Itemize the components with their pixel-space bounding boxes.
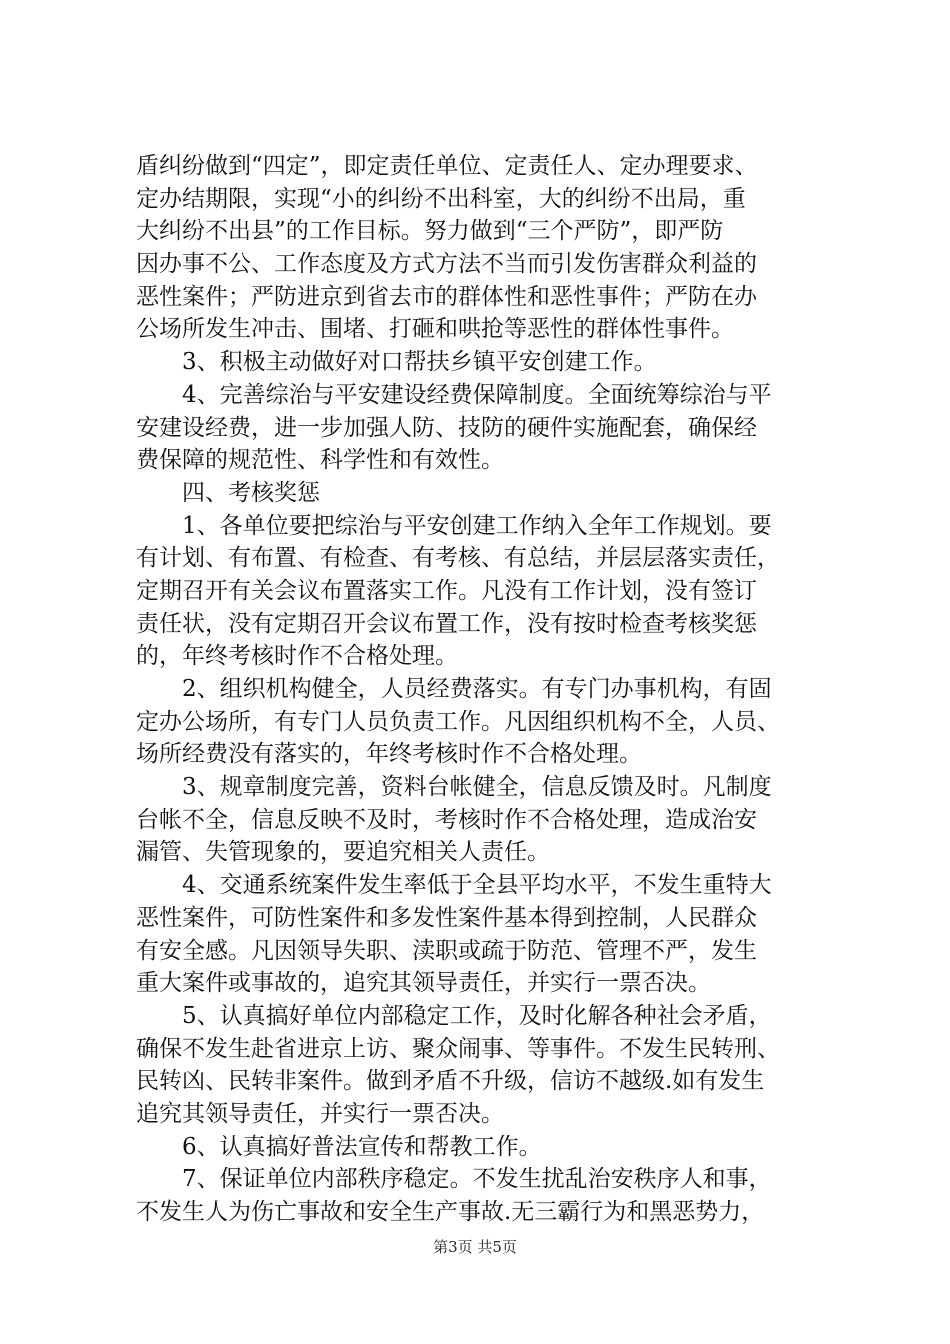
text-line: 7、保证单位内部秩序稳定。不发生扰乱治安秩序人和事， xyxy=(136,1166,772,1193)
text-line: 定办公场所，有专门人员负责工作。凡因组织机构不全，人员、 xyxy=(136,708,780,735)
text-line: 费保障的规范性、科学性和有效性。 xyxy=(136,447,504,474)
text-line: 追究其领导责任，并实行一票否决。 xyxy=(136,1100,504,1127)
text-line: 因办事不公、工作态度及方式方法不当而引发伤害群众利益的 xyxy=(136,251,757,278)
page-number: 第3页 共5页 xyxy=(433,1238,517,1256)
text-line: 有计划、有布置、有检查、有考核、有总结，并层层落实责任， xyxy=(136,545,780,572)
section-heading: 四、考核奖惩 xyxy=(136,479,320,506)
text-line: 恶性案件，可防性案件和多发性案件基本得到控制，人民群众 xyxy=(136,904,757,931)
text-line: 4、交通系统案件发生率低于全县平均水平，不发生重特大 xyxy=(136,872,772,899)
text-line: 4、完善综治与平安建设经费保障制度。全面统筹综治与平 xyxy=(136,381,772,408)
text-line: 的，年终考核时作不合格处理。 xyxy=(136,643,458,670)
text-line: 公场所发生冲击、围堵、打砸和哄抢等恶性的群体性事件。 xyxy=(136,316,734,343)
text-line: 定办结期限，实现“小的纠纷不出科室，大的纠纷不出局，重 xyxy=(136,185,746,212)
text-line: 2、组织机构健全，人员经费落实。有专门办事机构，有固 xyxy=(136,676,772,702)
text-line: 责任状，没有定期召开会议布置工作，没有按时检查考核奖惩 xyxy=(136,610,757,637)
document-body xyxy=(136,150,826,1229)
text-line: 大纠纷不出县”的工作目标。努力做到“三个严防”，即严防 xyxy=(136,218,724,245)
text-line: 场所经费没有落实的，年终考核时作不合格处理。 xyxy=(136,741,642,768)
text-line: 不发生人为伤亡事故和安全生产事故.无三霸行为和黑恶势力， xyxy=(136,1199,765,1225)
text-line: 6、认真搞好普法宣传和帮教工作。 xyxy=(136,1133,542,1160)
text-line: 5、认真搞好单位内部稳定工作，及时化解各种社会矛盾， xyxy=(136,1002,772,1029)
text-line: 重大案件或事故的，追究其领导责任，并实行一票否决。 xyxy=(136,970,711,997)
text-line: 确保不发生赴省进京上访、聚众闹事、等事件。不发生民转刑、 xyxy=(136,1035,780,1062)
text-line: 3、规章制度完善，资料台帐健全，信息反馈及时。凡制度 xyxy=(136,774,772,801)
text-line: 恶性案件；严防进京到省去市的群体性和恶性事件；严防在办 xyxy=(136,283,757,310)
text-line: 1、各单位要把综治与平安创建工作纳入全年工作规划。要 xyxy=(136,512,772,539)
text-line: 民转凶、民转非案件。做到矛盾不升级，信访不越级.如有发生 xyxy=(136,1068,765,1095)
text-line: 3、积极主动做好对口帮扶乡镇平安创建工作。 xyxy=(136,349,657,376)
text-line: 定期召开有关会议布置落实工作。凡没有工作计划，没有签订 xyxy=(136,577,757,604)
text-line: 有安全感。凡因领导失职、渎职或疏于防范、管理不严，发生 xyxy=(136,937,757,964)
page-footer xyxy=(0,1236,950,1257)
text-line: 漏管、失管现象的，要追究相关人责任。 xyxy=(136,839,550,866)
text-line: 盾纠纷做到“四定”，即定责任单位、定责任人、定办理要求、 xyxy=(136,153,758,179)
text-line: 台帐不全，信息反映不及时，考核时作不合格处理，造成治安 xyxy=(136,806,757,833)
text-line: 安建设经费，进一步加强人防、技防的硬件实施配套，确保经 xyxy=(136,414,757,441)
